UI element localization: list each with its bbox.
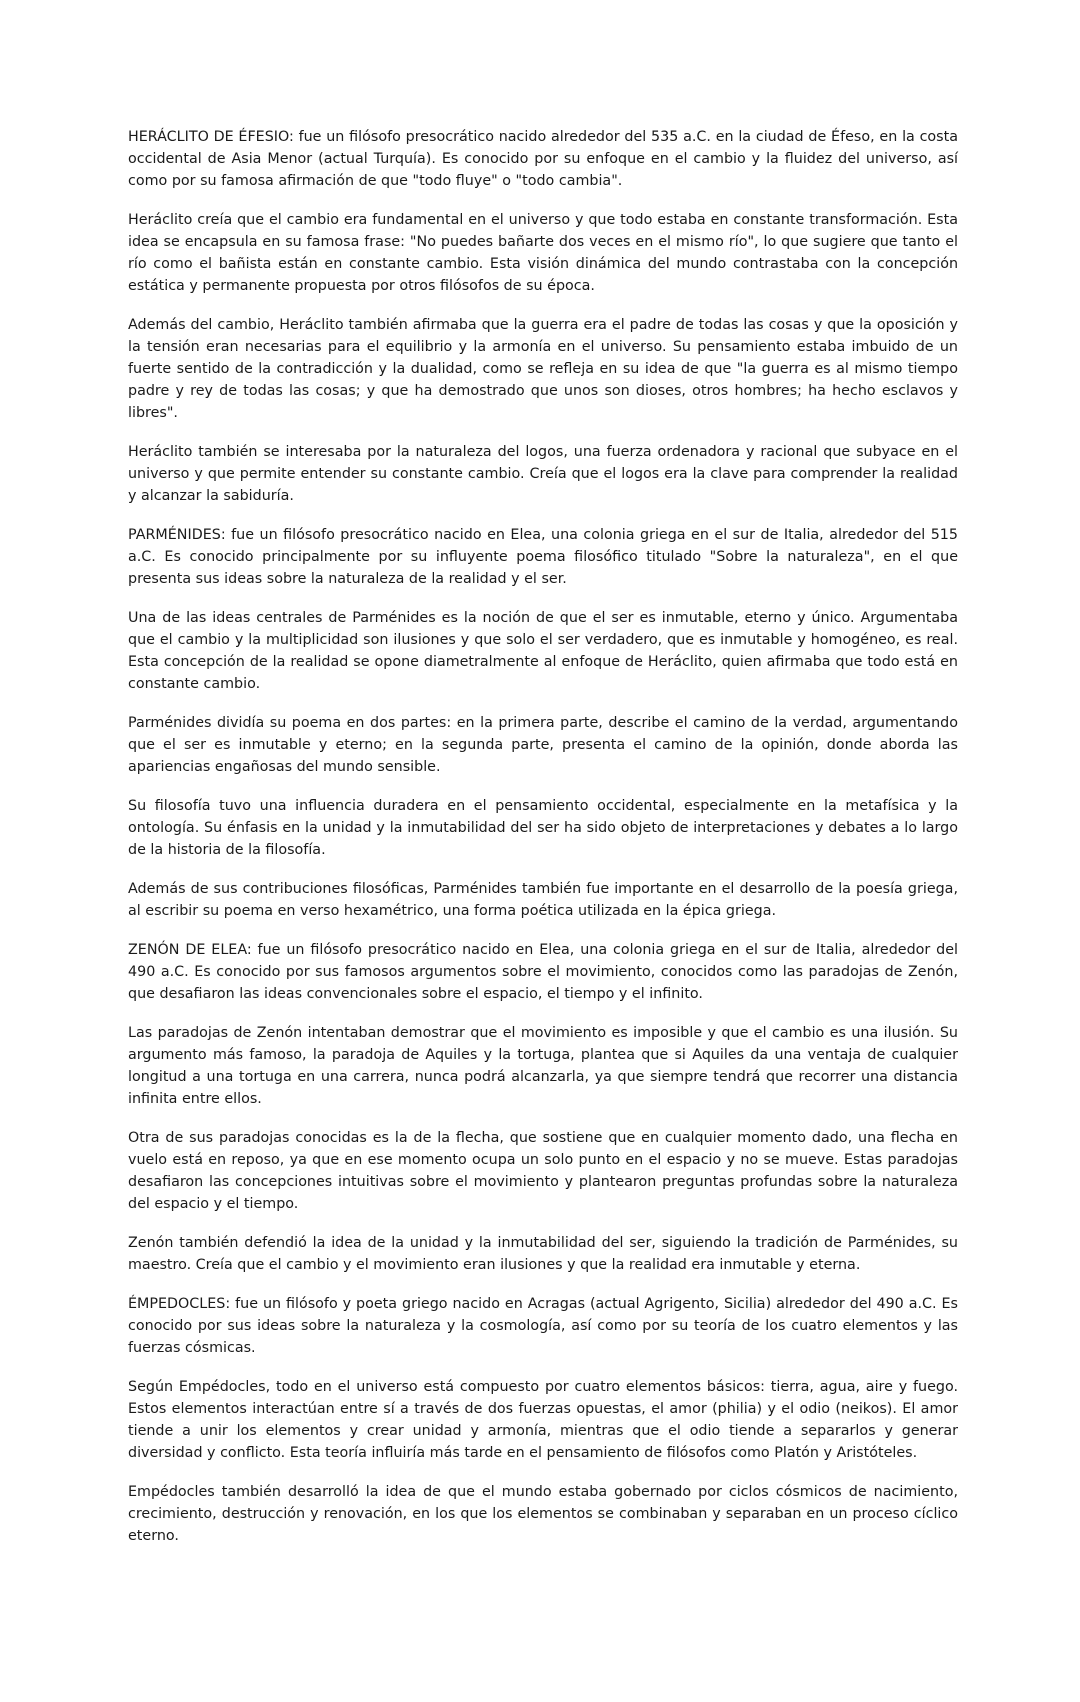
paragraph-heraclito-guerra: Además del cambio, Heráclito también afirmaba que la guerra era el padre de todas las cosas y que la oposición y la tensión eran necesarias para el equilibrio y la armonía en el universo. Su pensamiento estaba imbuido de un fuerte sentido de la contradicción y la dualidad, como se refleja en su idea de que "la guerra es al mismo tiempo padre y rey de todas las cosas; y que ha demostrado que unos son dioses, otros hombres; ha hecho esclavos y libres". xyxy=(128,317,958,421)
paragraph-parmenides-intro: PARMÉNIDES: fue un filósofo presocrático nacido en Elea, una colonia griega en el sur de Italia, alrededor del 515 a.C. Es conocido principalmente por su influyente poema filosófico titulado "Sobre la naturaleza", en el que presenta sus ideas sobre la naturaleza de la realidad y el ser. xyxy=(128,527,958,587)
paragraph-parmenides-influencia: Su filosofía tuvo una influencia duradera en el pensamiento occidental, especialmente en la metafísica y la ontología. Su énfasis en la unidad y la inmutabilidad del ser ha sido objeto de interpretaciones y debates a lo largo de la historia de la filosofía. xyxy=(128,798,958,858)
paragraph-parmenides-poesia: Además de sus contribuciones filosóficas, Parménides también fue importante en el desarrollo de la poesía griega, al escribir su poema en verso hexamétrico, una forma poética utilizada en la épica griega. xyxy=(128,881,958,919)
paragraph-empedocles-elementos: Según Empédocles, todo en el universo está compuesto por cuatro elementos básicos: tierra, agua, aire y fuego. Estos elementos interactúan entre sí a través de dos fuerzas opuestas, el amor (philia) y el odio (neikos). El amor tiende a unir los elementos y crear unidad y armonía, mientras que el odio tiende a separarlos y generar diversidad y conflicto. Esta teoría influiría más tarde en el pensamiento de filósofos como Platón y Aristóteles. xyxy=(128,1379,958,1461)
paragraph-zenon-intro: ZENÓN DE ELEA: fue un filósofo presocrático nacido en Elea, una colonia griega en el sur de Italia, alrededor del 490 a.C. Es conocido por sus famosos argumentos sobre el movimiento, conocidos como las paradojas de Zenón, que desafiaron las ideas convencionales sobre el espacio, el tiempo y el infinito. xyxy=(128,942,958,1002)
paragraph-zenon-flecha: Otra de sus paradojas conocidas es la de la flecha, que sostiene que en cualquier momento dado, una flecha en vuelo está en reposo, ya que en ese momento ocupa un solo punto en el espacio y no se mueve. Estas paradojas desafiaron las concepciones intuitivas sobre el movimiento y plantearon preguntas profundas sobre la naturaleza del espacio y el tiempo. xyxy=(128,1130,958,1212)
paragraph-empedocles-intro: ÉMPEDOCLES: fue un filósofo y poeta griego nacido en Acragas (actual Agrigento, Sicilia) alrededor del 490 a.C. Es conocido por sus ideas sobre la naturaleza y la cosmología, así como por su teoría de los cuatro elementos y las fuerzas cósmicas. xyxy=(128,1296,958,1356)
paragraph-zenon-unidad: Zenón también defendió la idea de la unidad y la inmutabilidad del ser, siguiendo la tradición de Parménides, su maestro. Creía que el cambio y el movimiento eran ilusiones y que la realidad era inmutable y eterna. xyxy=(128,1235,958,1273)
document-body xyxy=(128,126,958,1547)
paragraph-heraclito-cambio: Heráclito creía que el cambio era fundamental en el universo y que todo estaba en constante transformación. Esta idea se encapsula en su famosa frase: "No puedes bañarte dos veces en el mismo río", lo que sugiere que tanto el río como el bañista están en constante cambio. Esta visión dinámica del mundo contrastaba con la concepción estática y permanente propuesta por otros filósofos de su época. xyxy=(128,212,958,294)
paragraph-heraclito-logos: Heráclito también se interesaba por la naturaleza del logos, una fuerza ordenadora y racional que subyace en el universo y que permite entender su constante cambio. Creía que el logos era la clave para comprender la realidad y alcanzar la sabiduría. xyxy=(128,444,958,504)
paragraph-heraclito-intro: HERÁCLITO DE ÉFESIO: fue un filósofo presocrático nacido alrededor del 535 a.C. en la ciudad de Éfeso, en la costa occidental de Asia Menor (actual Turquía). Es conocido por su enfoque en el cambio y la fluidez del universo, así como por su famosa afirmación de que "todo fluye" o "todo cambia". xyxy=(128,129,958,189)
paragraph-zenon-aquiles: Las paradojas de Zenón intentaban demostrar que el movimiento es imposible y que el cambio es una ilusión. Su argumento más famoso, la paradoja de Aquiles y la tortuga, plantea que si Aquiles da una ventaja de cualquier longitud a una tortuga en una carrera, nunca podrá alcanzarla, ya que siempre tendrá que recorrer una distancia infinita entre ellos. xyxy=(128,1025,958,1107)
paragraph-parmenides-poema: Parménides dividía su poema en dos partes: en la primera parte, describe el camino de la verdad, argumentando que el ser es inmutable y eterno; en la segunda parte, presenta el camino de la opinión, donde aborda las apariencias engañosas del mundo sensible. xyxy=(128,715,958,775)
paragraph-empedocles-ciclos: Empédocles también desarrolló la idea de que el mundo estaba gobernado por ciclos cósmicos de nacimiento, crecimiento, destrucción y renovación, en los que los elementos se combinaban y separaban en un proceso cíclico eterno. xyxy=(128,1484,958,1544)
paragraph-parmenides-ser: Una de las ideas centrales de Parménides es la noción de que el ser es inmutable, eterno y único. Argumentaba que el cambio y la multiplicidad son ilusiones y que solo el ser verdadero, que es inmutable y homogéneo, es real. Esta concepción de la realidad se opone diametralmente al enfoque de Heráclito, quien afirmaba que todo está en constante cambio. xyxy=(128,610,958,692)
